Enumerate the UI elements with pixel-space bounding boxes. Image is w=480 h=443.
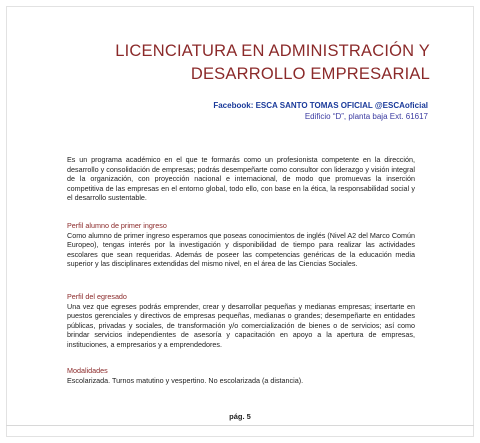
egresado-heading: Perfil del egresado: [67, 292, 127, 301]
footer-divider: [6, 425, 474, 426]
egresado-section: [67, 292, 415, 350]
page-title: [90, 40, 430, 86]
modalidades-heading: Modalidades: [67, 366, 108, 375]
facebook-contact: Facebook: ESCA SANTO TOMAS OFICIAL @ESCAoficial: [213, 101, 428, 110]
title-line-2: DESARROLLO EMPRESARIAL: [190, 65, 430, 83]
intro-paragraph: Es un programa académico en el que te formarás como un profesionista competente en la dirección, desarrollo y consolidación de empresas; podrás desempeñarte como consultor con liderazgo y visión integral de la organización, con proyección nacional e internacional, de modo que promuevas la inserción competitiva de las empresas en el entorno global, todo ello, con base en la ética, la responsabilidad social y el desarrollo sustentable.: [67, 155, 415, 203]
title-line-1: LICENCIATURA EN ADMINISTRACIÓN Y: [115, 42, 430, 60]
ingreso-paragraph: Como alumno de primer ingreso esperamos que poseas conocimientos de inglés (Nivel A2 del Marco Común Europeo), tengas interés por la investigación y disponibilidad de tiempo para realizar las actividades escolares que sean requeridas. Además de poseer las competencias genéricas de la educación media superior y las disciplinares extendidas del mismo nivel, en el área de las Ciencias Sociales.: [67, 230, 415, 269]
ingreso-section: [67, 221, 415, 269]
modalidades-paragraph: Escolarizada. Turnos matutino y vespertino. No escolarizada (a distancia).: [67, 375, 304, 385]
address-line: Edificio “D”, planta baja Ext. 61617: [304, 112, 428, 121]
page-number: pág. 5: [229, 412, 251, 421]
modalidades-section: [67, 366, 415, 385]
egresado-paragraph: Una vez que egreses podrás emprender, crear y desarrollar pequeñas y medianas empresas; insertarte en puestos gerenciales y directivos de empresas pequeñas, medianas o grandes; desempeñarte en entidades públicas, privadas y sociales, de transformación y/o comercialización de bienes o de servicios; así como brindar servicios independientes de asesoría y capacitación en apoyo a la apertura de empresas, instituciones, a empresarios y a emprendedores.: [67, 301, 415, 349]
ingreso-heading: Perfil alumno de primer ingreso: [67, 221, 167, 230]
